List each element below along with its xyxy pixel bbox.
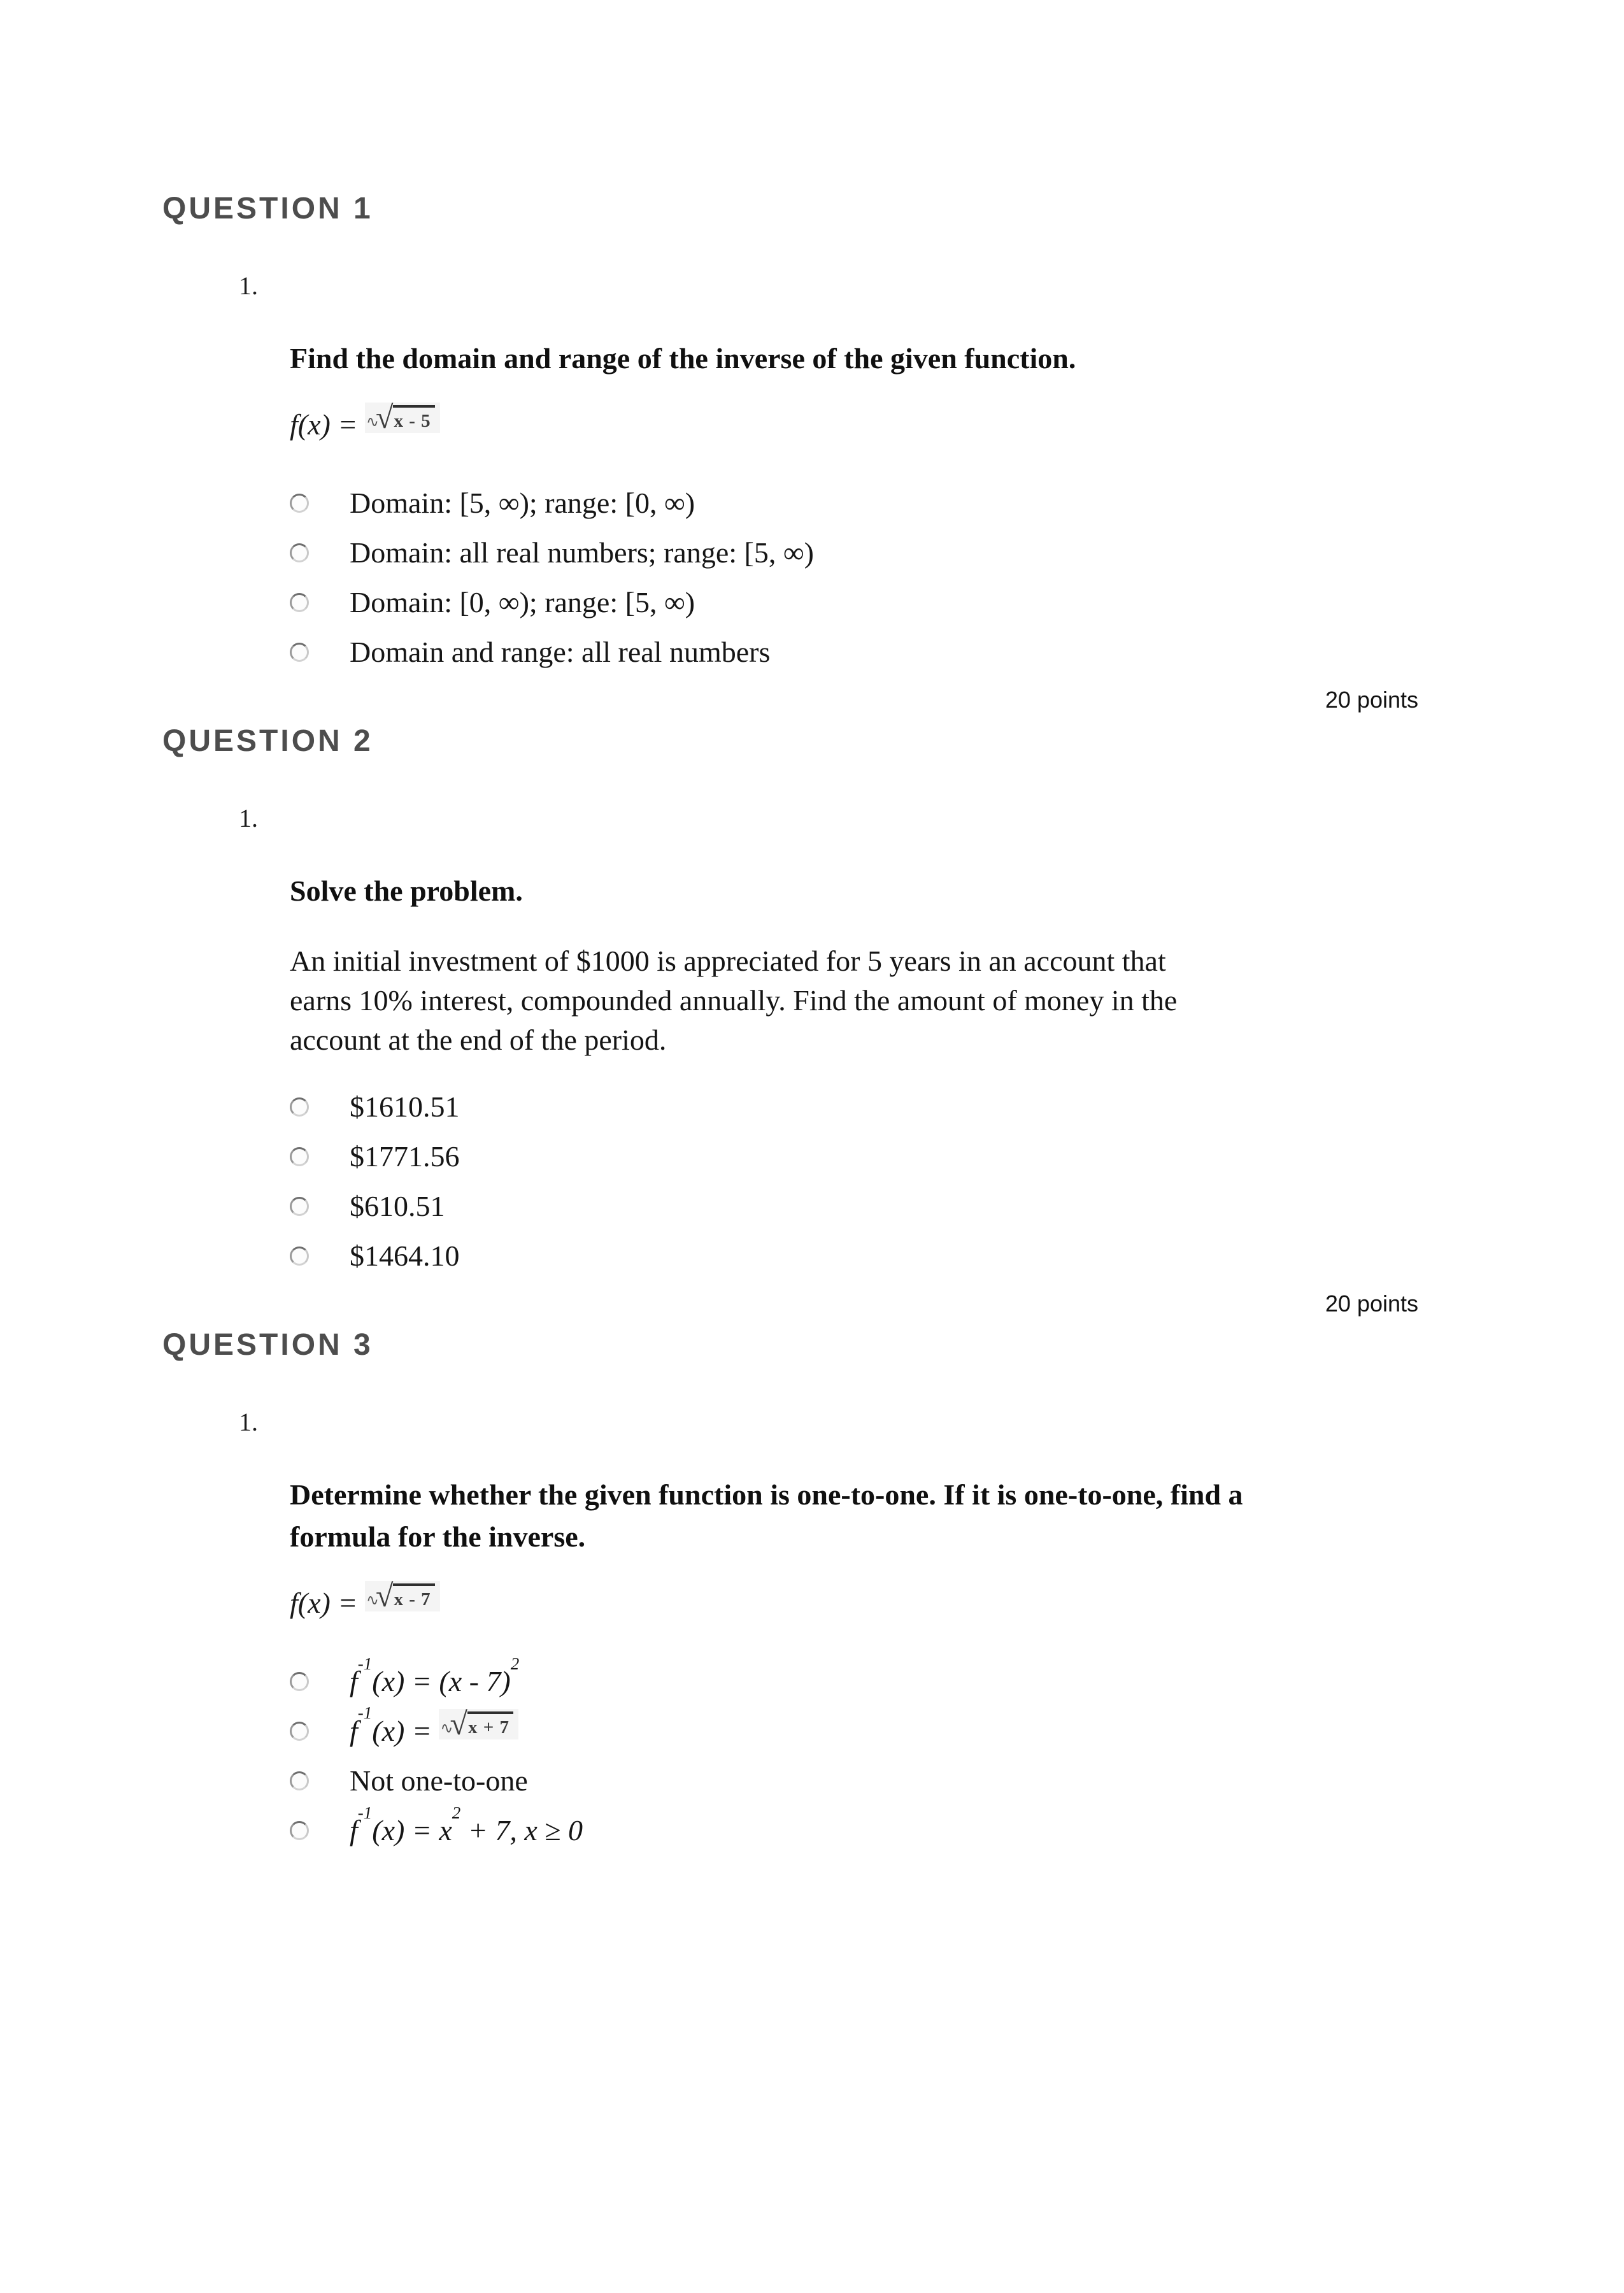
question-header: QUESTION 2 xyxy=(162,724,373,758)
answer-options xyxy=(290,1092,1624,1271)
points-badge: 20 points xyxy=(1325,687,1418,713)
prompt-line: formula for the inverse. xyxy=(290,1520,586,1553)
radical-hook-icon: ∿ xyxy=(440,1718,453,1737)
question-block-1 xyxy=(0,191,1624,713)
radical-sign: √ xyxy=(375,399,394,435)
formula-text: $1464.10 xyxy=(350,1239,460,1272)
radical-sign: √ xyxy=(450,1705,467,1741)
formula-text: Domain: all real numbers; range: [5, ∞) xyxy=(350,536,814,569)
answer-option-2-1[interactable] xyxy=(290,1092,1624,1122)
answer-option-1-4[interactable] xyxy=(290,637,1624,668)
superscript: -1 xyxy=(357,1803,373,1822)
function-formula xyxy=(290,1578,1624,1634)
formula-text: $1610.51 xyxy=(350,1090,460,1123)
radio-button[interactable] xyxy=(290,494,309,513)
radical-hook-icon: ∿ xyxy=(366,1591,379,1609)
question-prompt xyxy=(290,338,1411,380)
question-block-2 xyxy=(0,724,1624,1317)
radio-button[interactable] xyxy=(290,1097,309,1117)
formula-text: Domain and range: all real numbers xyxy=(350,636,771,668)
radio-button[interactable] xyxy=(290,1672,309,1691)
formula-text: Not one-to-one xyxy=(350,1764,528,1797)
radio-button[interactable] xyxy=(290,643,309,662)
answer-option-2-3[interactable] xyxy=(290,1191,1624,1222)
answer-option-3-2[interactable] xyxy=(290,1703,1624,1747)
radio-button[interactable] xyxy=(290,1247,309,1266)
radio-button[interactable] xyxy=(290,1722,309,1741)
formula-text: $1771.56 xyxy=(350,1140,460,1173)
prompt-line: Solve the problem. xyxy=(290,875,523,907)
prompt-line: Determine whether the given function is one-to-one. If it is one-to-one, find a xyxy=(290,1478,1243,1511)
formula-text: f xyxy=(350,1665,358,1697)
superscript: 2 xyxy=(510,1654,520,1673)
question-block-3 xyxy=(0,1327,1624,1846)
radical-argument: x - 5 xyxy=(393,405,434,432)
question-paragraph xyxy=(290,941,1411,1060)
paragraph-line: account at the end of the period. xyxy=(290,1024,667,1056)
answer-option-2-4[interactable] xyxy=(290,1241,1624,1271)
answer-option-3-4[interactable] xyxy=(290,1803,1624,1847)
answer-options xyxy=(290,488,1624,668)
formula-text: (x) = x xyxy=(372,1814,452,1847)
sqrt-expression xyxy=(439,1705,518,1741)
answer-option-2-2[interactable] xyxy=(290,1141,1624,1172)
answer-option-label[interactable] xyxy=(350,587,695,618)
question-header: QUESTION 1 xyxy=(162,192,373,225)
prompt-line: Find the domain and range of the inverse of the given function. xyxy=(290,342,1076,375)
radio-button[interactable] xyxy=(290,1821,309,1840)
formula-text: Domain: [5, ∞); range: [0, ∞) xyxy=(350,487,695,519)
answer-option-label[interactable] xyxy=(350,1803,583,1847)
formula-text: f(x) = xyxy=(290,408,365,441)
radio-button[interactable] xyxy=(290,543,309,562)
superscript: 2 xyxy=(452,1803,461,1822)
question-number: 1. xyxy=(239,271,258,300)
radical-sign: √ xyxy=(375,1578,394,1613)
answer-option-1-3[interactable] xyxy=(290,587,1624,618)
answer-option-label[interactable] xyxy=(350,1703,518,1747)
radio-button[interactable] xyxy=(290,593,309,612)
answer-option-label[interactable] xyxy=(350,1766,528,1796)
radical-argument: x + 7 xyxy=(467,1711,513,1738)
formula-text: f xyxy=(350,1714,358,1747)
formula-text: f xyxy=(350,1814,358,1847)
formula-text: (x) = (x - 7) xyxy=(372,1665,511,1697)
paragraph-line: An initial investment of $1000 is appreciated for 5 years in an account that xyxy=(290,945,1166,977)
question-prompt xyxy=(290,870,1411,912)
points-badge: 20 points xyxy=(1325,1290,1418,1317)
formula-text: f(x) = xyxy=(290,1587,365,1619)
function-formula xyxy=(290,399,1624,456)
quiz-page xyxy=(0,191,1624,1846)
question-number: 1. xyxy=(239,804,258,832)
answer-option-label[interactable] xyxy=(350,1092,460,1122)
answer-option-3-3[interactable] xyxy=(290,1766,1624,1796)
paragraph-line: earns 10% interest, compounded annually. Find the amount of money in the xyxy=(290,984,1178,1017)
formula-text: + 7, x ≥ 0 xyxy=(460,1814,583,1847)
formula-text: Domain: [0, ∞); range: [5, ∞) xyxy=(350,586,695,618)
radio-button[interactable] xyxy=(290,1771,309,1790)
sqrt-expression xyxy=(365,399,440,435)
answer-option-label[interactable] xyxy=(350,1241,460,1271)
answer-option-1-1[interactable] xyxy=(290,488,1624,518)
radio-button[interactable] xyxy=(290,1147,309,1166)
question-number: 1. xyxy=(239,1408,258,1436)
answer-option-label[interactable] xyxy=(350,1141,460,1172)
answer-option-3-1[interactable] xyxy=(290,1654,1624,1697)
radical-argument: x - 7 xyxy=(393,1583,434,1610)
formula-text: $610.51 xyxy=(350,1190,445,1222)
superscript: -1 xyxy=(357,1703,373,1723)
answer-option-1-2[interactable] xyxy=(290,538,1624,568)
answer-option-label[interactable] xyxy=(350,488,695,518)
answer-option-label[interactable] xyxy=(350,538,814,568)
radio-button[interactable] xyxy=(290,1197,309,1216)
sqrt-expression xyxy=(365,1578,440,1613)
superscript: -1 xyxy=(357,1654,373,1673)
answer-option-label[interactable] xyxy=(350,637,770,668)
answer-option-label[interactable] xyxy=(350,1654,520,1697)
formula-text: (x) = xyxy=(372,1714,439,1747)
answer-options xyxy=(290,1654,1624,1847)
question-header: QUESTION 3 xyxy=(162,1328,373,1362)
answer-option-label[interactable] xyxy=(350,1191,445,1222)
question-prompt xyxy=(290,1474,1411,1558)
radical-hook-icon: ∿ xyxy=(366,413,379,431)
